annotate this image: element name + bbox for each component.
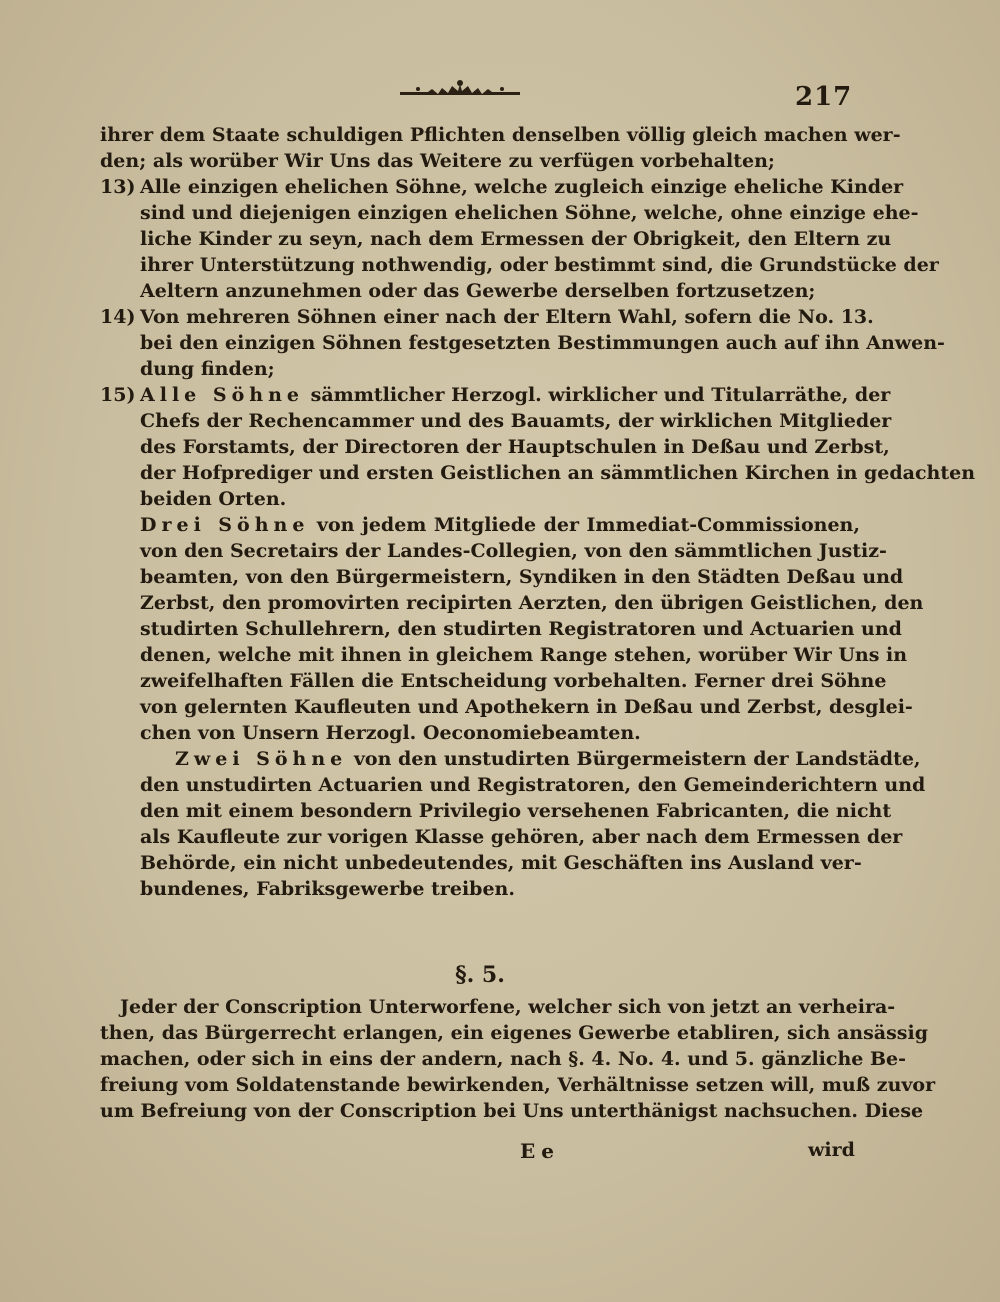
page-number: 217 <box>795 82 853 112</box>
text-line: chen von Unsern Herzogl. Oeconomiebeamten. <box>140 722 641 744</box>
paragraph-zwei <box>175 746 921 772</box>
paragraph-drei <box>140 512 860 538</box>
text-line: freiung vom Soldatenstande bewirkenden, Verhältnisse setzen will, muß zuvor <box>100 1074 936 1096</box>
text-line: studirten Schullehrern, den studirten Registratoren und Actuarien und <box>140 618 902 640</box>
spaced-heading: Zwei Söhne <box>175 748 348 770</box>
item-number: 13) <box>100 176 136 198</box>
text-line: Behörde, ein nicht unbedeutendes, mit Geschäften ins Ausland ver- <box>140 852 862 874</box>
text-line: der Hofprediger und ersten Geistlichen an sämmtlichen Kirchen in gedachten <box>140 462 976 484</box>
text-line: dung finden; <box>140 358 275 380</box>
text-line: den; als worüber Wir Uns das Weitere zu verfügen vorbehalten; <box>100 150 775 172</box>
text-line: Alle einzigen ehelichen Söhne, welche zugleich einzige eheliche Kinder <box>140 176 904 198</box>
text-line: von den Secretairs der Landes-Collegien, von den sämmtlichen Justiz- <box>140 540 887 562</box>
text-line: von gelernten Kaufleuten und Apothekern in Deßau und Zerbst, desglei- <box>140 696 913 718</box>
item-number: 15) <box>100 384 136 406</box>
text-line: von den unstudirten Bürgermeistern der Landstädte, <box>353 748 921 770</box>
text-line: ihrer dem Staate schuldigen Pflichten denselben völlig gleich machen wer- <box>100 124 901 146</box>
text-line: um Befreiung von der Conscription bei Uns unterthänigst nachsuchen. Diese <box>100 1100 924 1122</box>
section-heading: §. 5. <box>455 962 505 988</box>
text-line: bei den einzigen Söhnen festgesetzten Bestimmungen auch auf ihn Anwen- <box>140 332 945 354</box>
text-line: sämmtlicher Herzogl. wirklicher und Titularräthe, der <box>310 384 891 406</box>
text-line: beiden Orten. <box>140 488 287 510</box>
signature-mark: Ee <box>520 1139 560 1163</box>
text-line: Zerbst, den promovirten recipirten Aerzten, den übrigen Geistlichen, den <box>140 592 924 614</box>
list-item-15 <box>100 382 891 408</box>
text-line: ihrer Unterstützung nothwendig, oder bestimmt sind, die Grundstücke der <box>140 254 939 276</box>
text-line: sind und diejenigen einzigen ehelichen Söhne, welche, ohne einzige ehe- <box>140 202 919 224</box>
text-line: machen, oder sich in eins der andern, nach §. 4. No. 4. und 5. gänzliche Be- <box>100 1048 906 1070</box>
text-line: Chefs der Rechencammer und des Bauamts, der wirklichen Mitglieder <box>140 410 892 432</box>
text-line: Jeder der Conscription Unterworfene, welcher sich von jetzt an verheira- <box>120 996 896 1018</box>
text-line: liche Kinder zu seyn, nach dem Ermessen der Obrigkeit, den Eltern zu <box>140 228 892 250</box>
text-line: Aeltern anzunehmen oder das Gewerbe derselben fortzusetzen; <box>140 280 816 302</box>
text-line: zweifelhaften Fällen die Entscheidung vorbehalten. Ferner drei Söhne <box>140 670 887 692</box>
catchword: wird <box>808 1139 855 1161</box>
spaced-heading: Alle Söhne <box>140 384 304 406</box>
item-number: 14) <box>100 306 136 328</box>
printers-ornament <box>398 78 522 100</box>
text-line: von jedem Mitgliede der Immediat-Commissionen, <box>316 514 860 536</box>
list-item-14 <box>100 304 874 330</box>
text-line: den unstudirten Actuarien und Registratoren, den Gemeinderichtern und <box>140 774 926 796</box>
list-item-13 <box>100 174 904 200</box>
text-line: des Forstamts, der Directoren der Hauptschulen in Deßau und Zerbst, <box>140 436 890 458</box>
text-line: als Kaufleute zur vorigen Klasse gehören, aber nach dem Ermessen der <box>140 826 903 848</box>
text-line: den mit einem besondern Privilegio versehenen Fabricanten, die nicht <box>140 800 892 822</box>
text-line: beamten, von den Bürgermeistern, Syndiken in den Städten Deßau und <box>140 566 904 588</box>
text-line: then, das Bürgerrecht erlangen, ein eigenes Gewerbe etabliren, sich ansässig <box>100 1022 928 1044</box>
text-line: bundenes, Fabriksgewerbe treiben. <box>140 878 515 900</box>
text-line: Von mehreren Söhnen einer nach der Eltern Wahl, sofern die No. 13. <box>140 306 874 328</box>
spaced-heading: Drei Söhne <box>140 514 310 536</box>
text-line: denen, welche mit ihnen in gleichem Range stehen, worüber Wir Uns in <box>140 644 908 666</box>
